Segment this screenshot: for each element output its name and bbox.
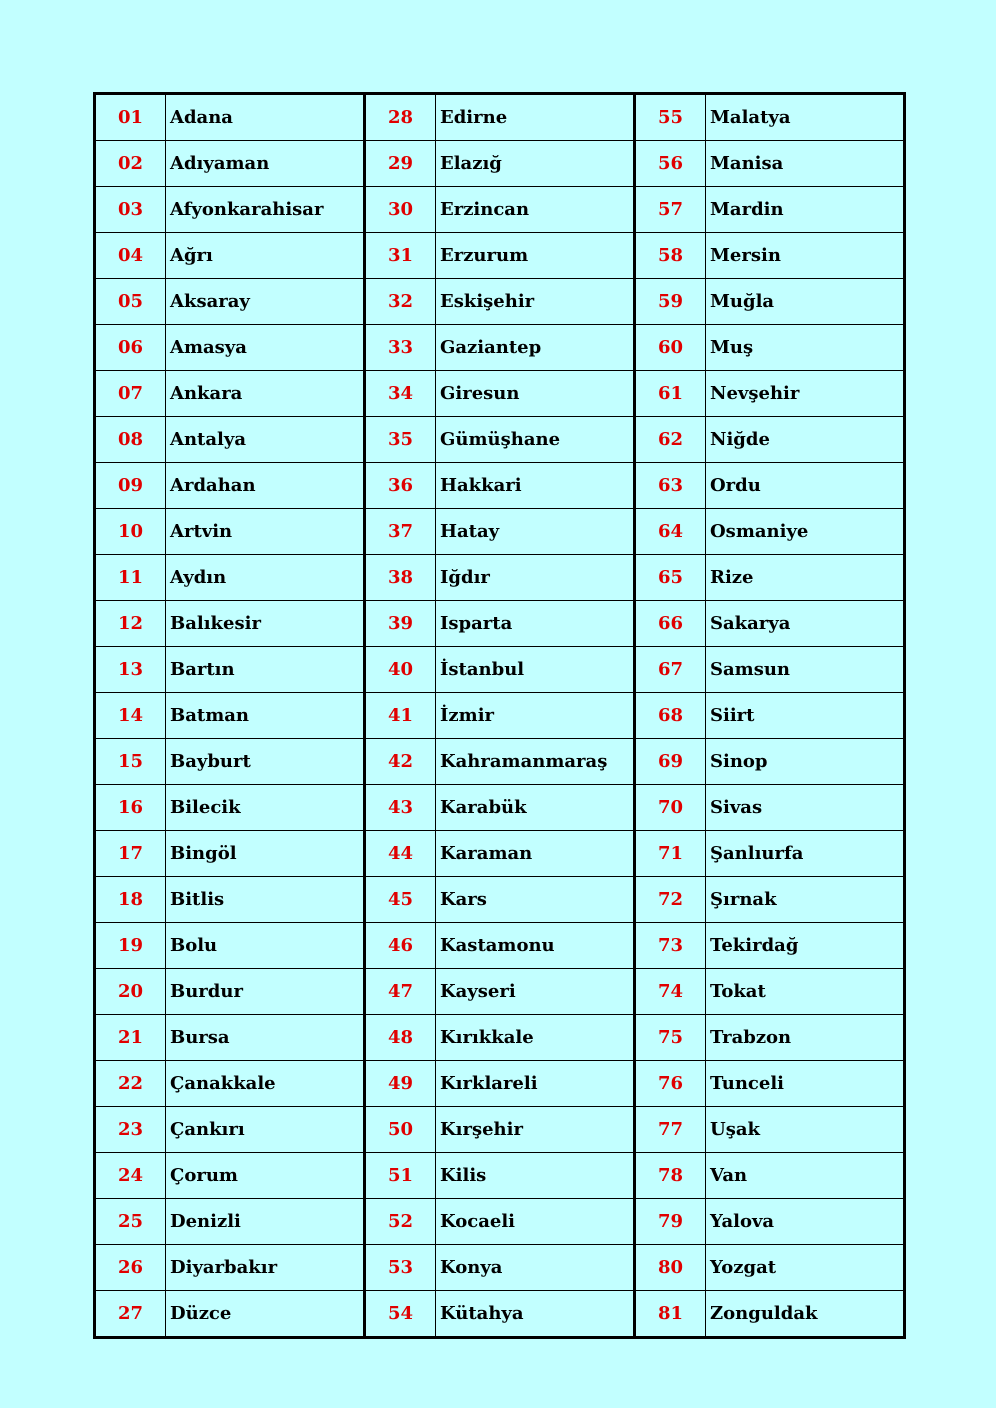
table-row [95, 1107, 905, 1153]
plate-code: 43 [365, 785, 436, 831]
province-name: Karaman [436, 831, 635, 877]
plate-code: 14 [95, 693, 166, 739]
province-name: Afyonkarahisar [166, 187, 365, 233]
province-name: Yozgat [706, 1245, 905, 1291]
province-name: Adana [166, 94, 365, 141]
table-row [95, 739, 905, 785]
table-row [95, 325, 905, 371]
province-name: Ankara [166, 371, 365, 417]
table-row [95, 647, 905, 693]
plate-code: 38 [365, 555, 436, 601]
table-row [95, 279, 905, 325]
province-name: Muş [706, 325, 905, 371]
province-name: Ağrı [166, 233, 365, 279]
province-name: Bayburt [166, 739, 365, 785]
plate-code: 07 [95, 371, 166, 417]
plate-code: 60 [635, 325, 706, 371]
province-name: Hatay [436, 509, 635, 555]
province-name: Aydın [166, 555, 365, 601]
province-name: Mersin [706, 233, 905, 279]
province-name: Gaziantep [436, 325, 635, 371]
table-row [95, 417, 905, 463]
province-name: Nevşehir [706, 371, 905, 417]
province-name: Kilis [436, 1153, 635, 1199]
province-name: Siirt [706, 693, 905, 739]
province-name: Hakkari [436, 463, 635, 509]
plate-code: 70 [635, 785, 706, 831]
province-name: Diyarbakır [166, 1245, 365, 1291]
plate-code: 24 [95, 1153, 166, 1199]
province-name: Eskişehir [436, 279, 635, 325]
plate-code: 74 [635, 969, 706, 1015]
plate-code: 41 [365, 693, 436, 739]
plate-code: 44 [365, 831, 436, 877]
table-row [95, 233, 905, 279]
table-row [95, 371, 905, 417]
plate-code: 13 [95, 647, 166, 693]
province-name: Iğdır [436, 555, 635, 601]
plate-code: 42 [365, 739, 436, 785]
province-name: Gümüşhane [436, 417, 635, 463]
plate-code: 15 [95, 739, 166, 785]
province-name: Malatya [706, 94, 905, 141]
plate-code: 65 [635, 555, 706, 601]
province-name: Çanakkale [166, 1061, 365, 1107]
plate-code: 46 [365, 923, 436, 969]
plate-code: 58 [635, 233, 706, 279]
province-name: Samsun [706, 647, 905, 693]
plate-code: 01 [95, 94, 166, 141]
plate-code: 04 [95, 233, 166, 279]
province-name: Rize [706, 555, 905, 601]
plate-code: 47 [365, 969, 436, 1015]
plate-code: 51 [365, 1153, 436, 1199]
table-row [95, 1245, 905, 1291]
province-name: Batman [166, 693, 365, 739]
plate-code: 72 [635, 877, 706, 923]
province-name: Sivas [706, 785, 905, 831]
plate-code: 10 [95, 509, 166, 555]
province-name: Kütahya [436, 1291, 635, 1338]
plate-code: 68 [635, 693, 706, 739]
province-name: İzmir [436, 693, 635, 739]
plate-code: 64 [635, 509, 706, 555]
plate-code: 48 [365, 1015, 436, 1061]
plate-code: 32 [365, 279, 436, 325]
province-name: Tokat [706, 969, 905, 1015]
province-name: Çankırı [166, 1107, 365, 1153]
table-row [95, 463, 905, 509]
plate-code: 30 [365, 187, 436, 233]
province-name: Artvin [166, 509, 365, 555]
plate-code: 39 [365, 601, 436, 647]
plate-code: 54 [365, 1291, 436, 1338]
table-row [95, 601, 905, 647]
province-name: İstanbul [436, 647, 635, 693]
province-name: Kırşehir [436, 1107, 635, 1153]
province-name: Ardahan [166, 463, 365, 509]
table-row [95, 509, 905, 555]
plate-code: 34 [365, 371, 436, 417]
table-row [95, 94, 905, 141]
province-name: Tekirdağ [706, 923, 905, 969]
plate-code: 18 [95, 877, 166, 923]
plate-code: 55 [635, 94, 706, 141]
plate-code: 75 [635, 1015, 706, 1061]
province-name: Burdur [166, 969, 365, 1015]
province-name: Antalya [166, 417, 365, 463]
province-name: Şanlıurfa [706, 831, 905, 877]
table-row [95, 831, 905, 877]
plate-code: 49 [365, 1061, 436, 1107]
province-name: Sakarya [706, 601, 905, 647]
plate-code: 50 [365, 1107, 436, 1153]
plate-code: 21 [95, 1015, 166, 1061]
plate-code: 40 [365, 647, 436, 693]
table-row [95, 141, 905, 187]
plate-code: 26 [95, 1245, 166, 1291]
province-name: Bitlis [166, 877, 365, 923]
plate-code: 11 [95, 555, 166, 601]
province-name: Bolu [166, 923, 365, 969]
province-name: Kayseri [436, 969, 635, 1015]
province-name: Kocaeli [436, 1199, 635, 1245]
province-name: Bilecik [166, 785, 365, 831]
province-name: Düzce [166, 1291, 365, 1338]
province-name: Amasya [166, 325, 365, 371]
province-name: Adıyaman [166, 141, 365, 187]
plate-code: 06 [95, 325, 166, 371]
plate-code: 62 [635, 417, 706, 463]
plate-code: 22 [95, 1061, 166, 1107]
plate-code: 28 [365, 94, 436, 141]
province-name: Giresun [436, 371, 635, 417]
province-name: Mardin [706, 187, 905, 233]
plate-code: 33 [365, 325, 436, 371]
province-name: Tunceli [706, 1061, 905, 1107]
plate-code: 05 [95, 279, 166, 325]
province-name: Kahramanmaraş [436, 739, 635, 785]
plate-code: 16 [95, 785, 166, 831]
plate-code: 73 [635, 923, 706, 969]
province-name: Van [706, 1153, 905, 1199]
plate-code: 35 [365, 417, 436, 463]
province-name: Kırklareli [436, 1061, 635, 1107]
plate-code: 59 [635, 279, 706, 325]
province-name: Konya [436, 1245, 635, 1291]
province-name: Trabzon [706, 1015, 905, 1061]
province-name: Şırnak [706, 877, 905, 923]
plate-code: 09 [95, 463, 166, 509]
province-name: Yalova [706, 1199, 905, 1245]
province-name: Kastamonu [436, 923, 635, 969]
plate-code: 56 [635, 141, 706, 187]
plate-code: 03 [95, 187, 166, 233]
plate-code: 12 [95, 601, 166, 647]
plate-code: 80 [635, 1245, 706, 1291]
plate-code: 63 [635, 463, 706, 509]
province-name: Bingöl [166, 831, 365, 877]
table-row [95, 1153, 905, 1199]
province-name: Bartın [166, 647, 365, 693]
plate-code: 53 [365, 1245, 436, 1291]
plate-code: 27 [95, 1291, 166, 1338]
plate-code: 17 [95, 831, 166, 877]
plate-code: 67 [635, 647, 706, 693]
plate-code: 76 [635, 1061, 706, 1107]
province-name: Denizli [166, 1199, 365, 1245]
table-row [95, 187, 905, 233]
province-plate-code-table [93, 92, 906, 1339]
plate-code: 08 [95, 417, 166, 463]
province-name: Kırıkkale [436, 1015, 635, 1061]
province-name: Erzincan [436, 187, 635, 233]
plate-code: 02 [95, 141, 166, 187]
plate-code: 81 [635, 1291, 706, 1338]
table-row [95, 877, 905, 923]
province-name: Balıkesir [166, 601, 365, 647]
plate-code: 23 [95, 1107, 166, 1153]
plate-code: 25 [95, 1199, 166, 1245]
province-name: Karabük [436, 785, 635, 831]
province-name: Niğde [706, 417, 905, 463]
plate-code: 52 [365, 1199, 436, 1245]
plate-code: 37 [365, 509, 436, 555]
plate-code: 71 [635, 831, 706, 877]
plate-code: 36 [365, 463, 436, 509]
table-row [95, 1061, 905, 1107]
plate-code: 69 [635, 739, 706, 785]
table-row [95, 1291, 905, 1338]
table-body [95, 94, 905, 1338]
province-name: Bursa [166, 1015, 365, 1061]
table-row [95, 969, 905, 1015]
province-name: Zonguldak [706, 1291, 905, 1338]
table-row [95, 1015, 905, 1061]
province-name: Edirne [436, 94, 635, 141]
province-name: Çorum [166, 1153, 365, 1199]
table-row [95, 785, 905, 831]
province-name: Osmaniye [706, 509, 905, 555]
province-name: Sinop [706, 739, 905, 785]
plate-code: 31 [365, 233, 436, 279]
province-name: Isparta [436, 601, 635, 647]
table-row [95, 923, 905, 969]
plate-code: 45 [365, 877, 436, 923]
province-name: Ordu [706, 463, 905, 509]
plate-code: 66 [635, 601, 706, 647]
province-name: Uşak [706, 1107, 905, 1153]
plate-code: 57 [635, 187, 706, 233]
plate-code: 77 [635, 1107, 706, 1153]
province-name: Aksaray [166, 279, 365, 325]
province-name: Erzurum [436, 233, 635, 279]
table-row [95, 1199, 905, 1245]
plate-code: 61 [635, 371, 706, 417]
plate-code: 19 [95, 923, 166, 969]
province-name: Muğla [706, 279, 905, 325]
province-name: Elazığ [436, 141, 635, 187]
province-name: Manisa [706, 141, 905, 187]
plate-code: 29 [365, 141, 436, 187]
plate-code: 78 [635, 1153, 706, 1199]
plate-code: 79 [635, 1199, 706, 1245]
table-row [95, 555, 905, 601]
province-name: Kars [436, 877, 635, 923]
plate-code: 20 [95, 969, 166, 1015]
table-row [95, 693, 905, 739]
